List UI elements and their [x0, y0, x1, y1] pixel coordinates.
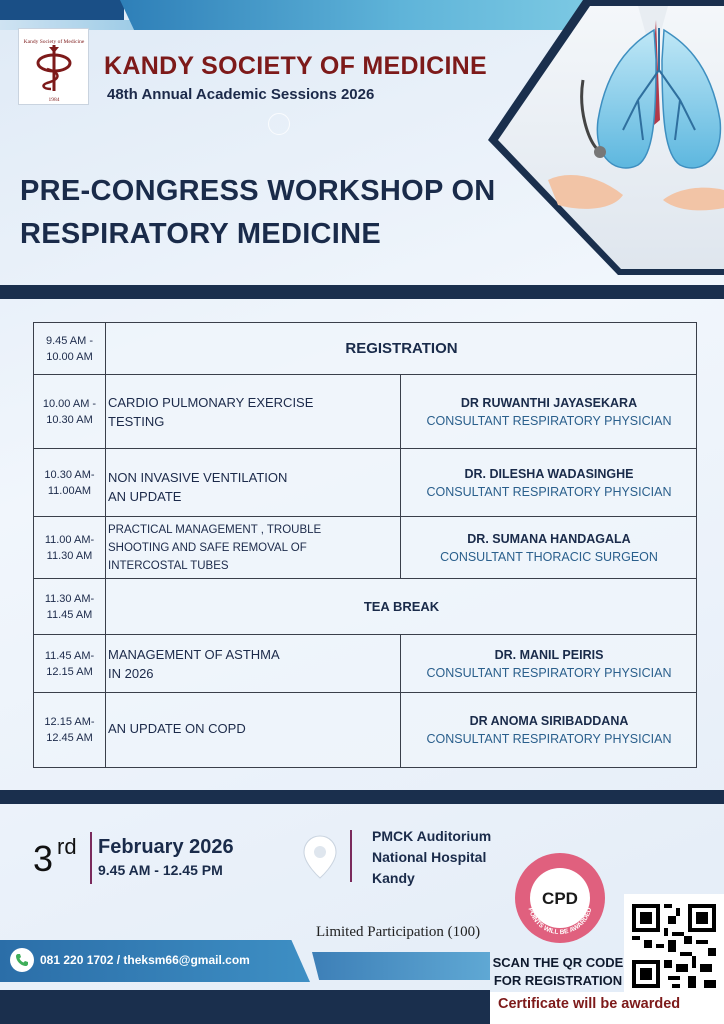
schedule-row-session-5	[34, 693, 696, 767]
annual-sessions-subtitle: 48th Annual Academic Sessions 2026	[107, 86, 375, 103]
title-line-1: PRE-CONGRESS WORKSHOP ON	[20, 175, 496, 207]
qr-code-icon	[632, 904, 716, 988]
time-cell: 10.00 AM - 10.30 AM	[34, 375, 106, 448]
certificate-notice: Certificate will be awarded	[498, 996, 681, 1012]
topic-cell: MANAGEMENT OF ASTHMA IN 2026	[107, 635, 401, 692]
header-divider	[0, 285, 724, 299]
speaker-role: CONSULTANT RESPIRATORY PHYSICIAN	[426, 732, 672, 746]
event-day: 3	[33, 838, 54, 879]
topic-cell: NON INVASIVE VENTILATION AN UPDATE	[107, 449, 401, 516]
speaker-name: DR. DILESHA WADASINGHE	[464, 466, 634, 481]
schedule-row-session-4	[34, 635, 696, 693]
date-separator	[90, 832, 92, 884]
tea-break-label: TEA BREAK	[363, 599, 440, 614]
limited-participation: Limited Participation (100)	[316, 924, 481, 940]
decorative-ring	[268, 113, 290, 135]
location-pin-icon	[302, 834, 338, 880]
speaker-name: DR RUWANTHI JAYASEKARA	[460, 395, 638, 410]
phone-icon	[10, 948, 34, 972]
contact-accent-band	[312, 952, 490, 980]
time-cell: 10.30 AM- 11.00AM	[34, 449, 106, 516]
speaker-cell	[402, 517, 696, 578]
speaker-role: CONSULTANT RESPIRATORY PHYSICIAN	[426, 484, 672, 499]
time-cell: 11.00 AM- 11.30 AM	[34, 517, 106, 578]
time-cell: 11.30 AM- 11.45 AM	[34, 579, 106, 634]
organization-name: KANDY SOCIETY OF MEDICINE	[104, 52, 488, 80]
svg-text:POINTS WILL BE AWARDED: POINTS WILL BE AWARDED	[526, 907, 594, 937]
speaker-cell	[402, 635, 696, 692]
venue-text: PMCK Auditorium National Hospital Kandy	[372, 828, 492, 886]
schedule-row-registration	[34, 323, 696, 375]
speaker-name: DR ANOMA SIRIBADDANA	[469, 714, 629, 728]
svg-text:1984: 1984	[48, 96, 59, 103]
speaker-role: CONSULTANT THORACIC SURGEON	[440, 549, 658, 564]
event-day-suffix: rd	[57, 834, 77, 859]
scan-qr-instruction: SCAN THE QR CODE FOR REGISTRATION	[492, 955, 624, 988]
speaker-cell	[402, 449, 696, 516]
svg-text:Kandy Society of Medicine: Kandy Society of Medicine	[23, 38, 84, 45]
schedule-table	[33, 322, 697, 768]
time-cell: 11.45 AM- 12.15 AM	[34, 635, 106, 692]
topic-cell: PRACTICAL MANAGEMENT , TROUBLE SHOOTING AND SAFE REMOVAL OF INTERCOSTAL TUBES	[107, 517, 401, 578]
speaker-cell	[402, 693, 696, 767]
event-month-year: February 2026	[98, 836, 234, 858]
time-cell: 9.45 AM - 10.00 AM	[34, 323, 106, 374]
schedule-row-tea-break	[34, 579, 696, 635]
schedule-row-session-1	[34, 375, 696, 449]
top-stripe	[0, 0, 124, 20]
speaker-cell	[402, 375, 696, 448]
footer-divider	[0, 790, 724, 804]
registration-label: REGISTRATION	[345, 340, 458, 357]
society-logo	[18, 28, 89, 105]
title-line-2: RESPIRATORY MEDICINE	[20, 218, 382, 250]
schedule-row-session-2	[34, 449, 696, 517]
workshop-title	[20, 170, 496, 256]
bottom-band	[0, 990, 490, 1024]
speaker-role: CONSULTANT RESPIRATORY PHYSICIAN	[426, 413, 672, 428]
svg-text:CPD: CPD	[542, 889, 578, 908]
registration-qr-code[interactable]	[624, 894, 724, 998]
event-time-range: 9.45 AM - 12.45 PM	[98, 862, 223, 878]
topic-cell: CARDIO PULMONARY EXERCISE TESTING	[107, 375, 401, 448]
time-cell: 12.15 AM- 12.45 AM	[34, 693, 106, 767]
cpd-badge-icon	[514, 852, 606, 944]
contact-details: 081 220 1702 / theksm66@gmail.com	[40, 953, 250, 967]
schedule-row-session-3	[34, 517, 696, 579]
lungs-hero-illustration	[488, 0, 724, 275]
venue-separator	[350, 830, 352, 882]
speaker-role: CONSULTANT RESPIRATORY PHYSICIAN	[426, 665, 672, 680]
speaker-name: DR. SUMANA HANDAGALA	[467, 531, 631, 546]
speaker-name: DR. MANIL PEIRIS	[494, 647, 604, 662]
caduceus-logo-icon	[21, 31, 87, 103]
topic-cell: AN UPDATE ON COPD	[107, 693, 401, 767]
